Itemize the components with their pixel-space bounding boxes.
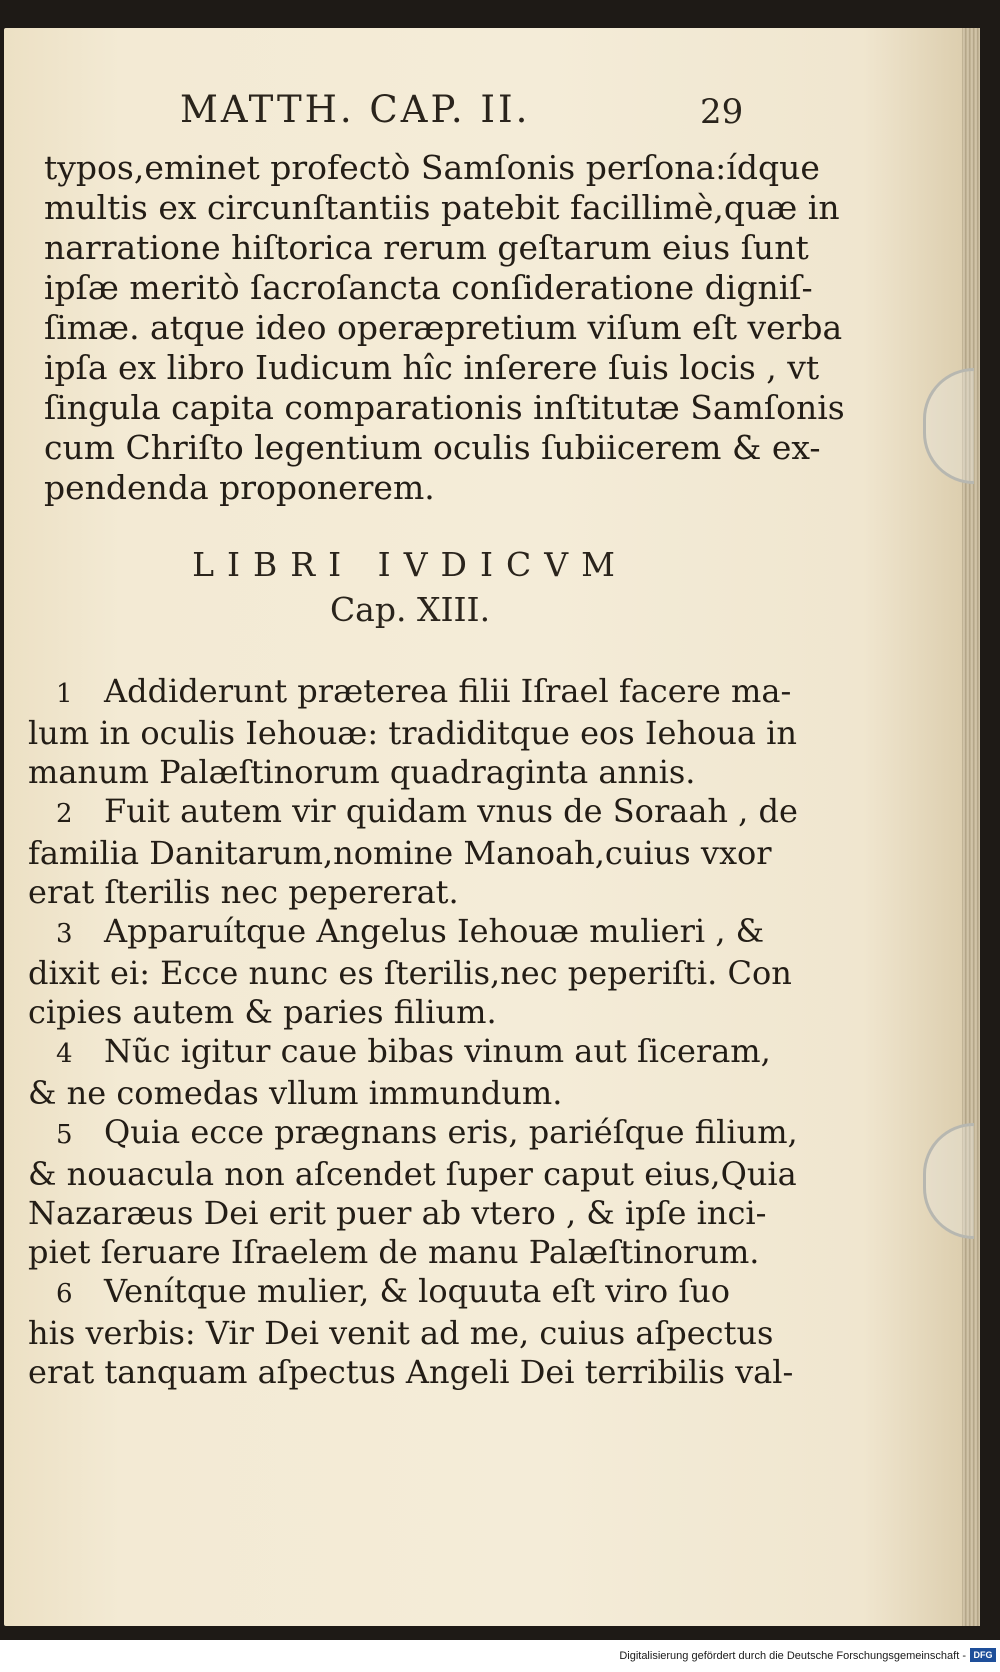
text-line: pendenda proponerem. — [44, 468, 435, 507]
verse-line: Addiderunt præterea filii Iſrael facere ma- — [104, 672, 792, 710]
verse-line: erat tanquam aſpectus Angeli Dei terribilis val- — [28, 1353, 794, 1391]
verse-line: Nũc igitur caue bibas vinum aut ſiceram, — [104, 1032, 771, 1070]
verse — [28, 1272, 794, 1392]
verse-list — [28, 672, 798, 1392]
verse-line: Apparuítque Angelus Iehouæ mulieri , & — [104, 912, 765, 950]
verse-number: 5 — [56, 1120, 73, 1150]
verse — [28, 1113, 798, 1272]
verse-line: erat ſterilis nec pepererat. — [28, 873, 459, 911]
verse-line: cipies autem & paries filium. — [28, 993, 497, 1031]
text-line: ipſæ meritò ſacroſancta conſideratione digniſ- — [44, 268, 813, 307]
verse-number: 2 — [56, 799, 73, 829]
text-line: narratione hiſtorica rerum geſtarum eius ſunt — [44, 228, 809, 267]
page-clip-tab — [923, 368, 974, 484]
verse-line: his verbis: Vir Dei venit ad me, cuius aſpectus — [28, 1314, 774, 1352]
text-line: typos,eminet profectò Samſonis perſona:ídque — [44, 148, 820, 187]
funding-credit: Digitalisierung gefördert durch die Deutsche Forschungsgemeinschaft - — [619, 1650, 966, 1662]
verse-line: Nazaræus Dei erit puer ab vtero , & ipſe inci- — [28, 1194, 767, 1232]
page-edge — [962, 28, 980, 1626]
text-line: ipſa ex libro Iudicum hîc inſerere ſuis locis , vt — [44, 348, 820, 387]
text-line: cum Chriſto legentium oculis ſubiicerem & ex- — [44, 428, 821, 467]
verse-line: lum in oculis Iehouæ: tradiditque eos Iehoua in — [28, 714, 798, 752]
text-line: multis ex circunſtantiis patebit facillimè,quæ in — [44, 188, 840, 227]
page-number: 29 — [700, 92, 744, 132]
page-clip-tab — [923, 1123, 974, 1239]
verse-line: Venítque mulier, & loquuta eſt viro ſuo — [104, 1272, 731, 1310]
verse-number: 3 — [56, 919, 73, 949]
section-title: LIBRI IVDICVM — [192, 545, 628, 584]
chapter-subtitle: Cap. XIII. — [329, 590, 491, 629]
verse — [28, 672, 798, 792]
verse — [28, 792, 798, 912]
verse-line: & ne comedas vllum immundum. — [28, 1074, 563, 1112]
verse-line: piet ſeruare Iſraelem de manu Palæſtinorum. — [28, 1233, 760, 1271]
verse-line: & nouacula non aſcendet ſuper caput eius,Quia — [28, 1155, 797, 1193]
verse — [28, 1032, 771, 1113]
footer-bar — [0, 1640, 1000, 1672]
text-line: ſimæ. atque ideo operæpretium viſum eſt verba — [44, 308, 843, 347]
verse-number: 6 — [56, 1279, 73, 1309]
text-line: ſingula capita comparationis inſtitutæ Samſonis — [44, 388, 845, 427]
verse-line: Fuit autem vir quidam vnus de Soraah , de — [104, 792, 798, 830]
verse-line: familia Danitarum,nomine Manoah,cuius vxor — [28, 834, 772, 872]
verse-number: 1 — [56, 679, 73, 709]
verse-line: dixit ei: Ecce nunc es ſterilis,nec peperiſti. Con — [28, 954, 792, 992]
dfg-logo: DFG — [970, 1648, 996, 1662]
verse — [28, 912, 792, 1032]
verse-line: manum Palæſtinorum quadraginta annis. — [28, 753, 696, 791]
running-head: MATTH. CAP. II. — [180, 88, 531, 131]
intro-paragraph — [44, 148, 845, 508]
verse-line: Quia ecce prægnans eris, pariéſque filium, — [104, 1113, 798, 1151]
verse-number: 4 — [56, 1039, 73, 1069]
